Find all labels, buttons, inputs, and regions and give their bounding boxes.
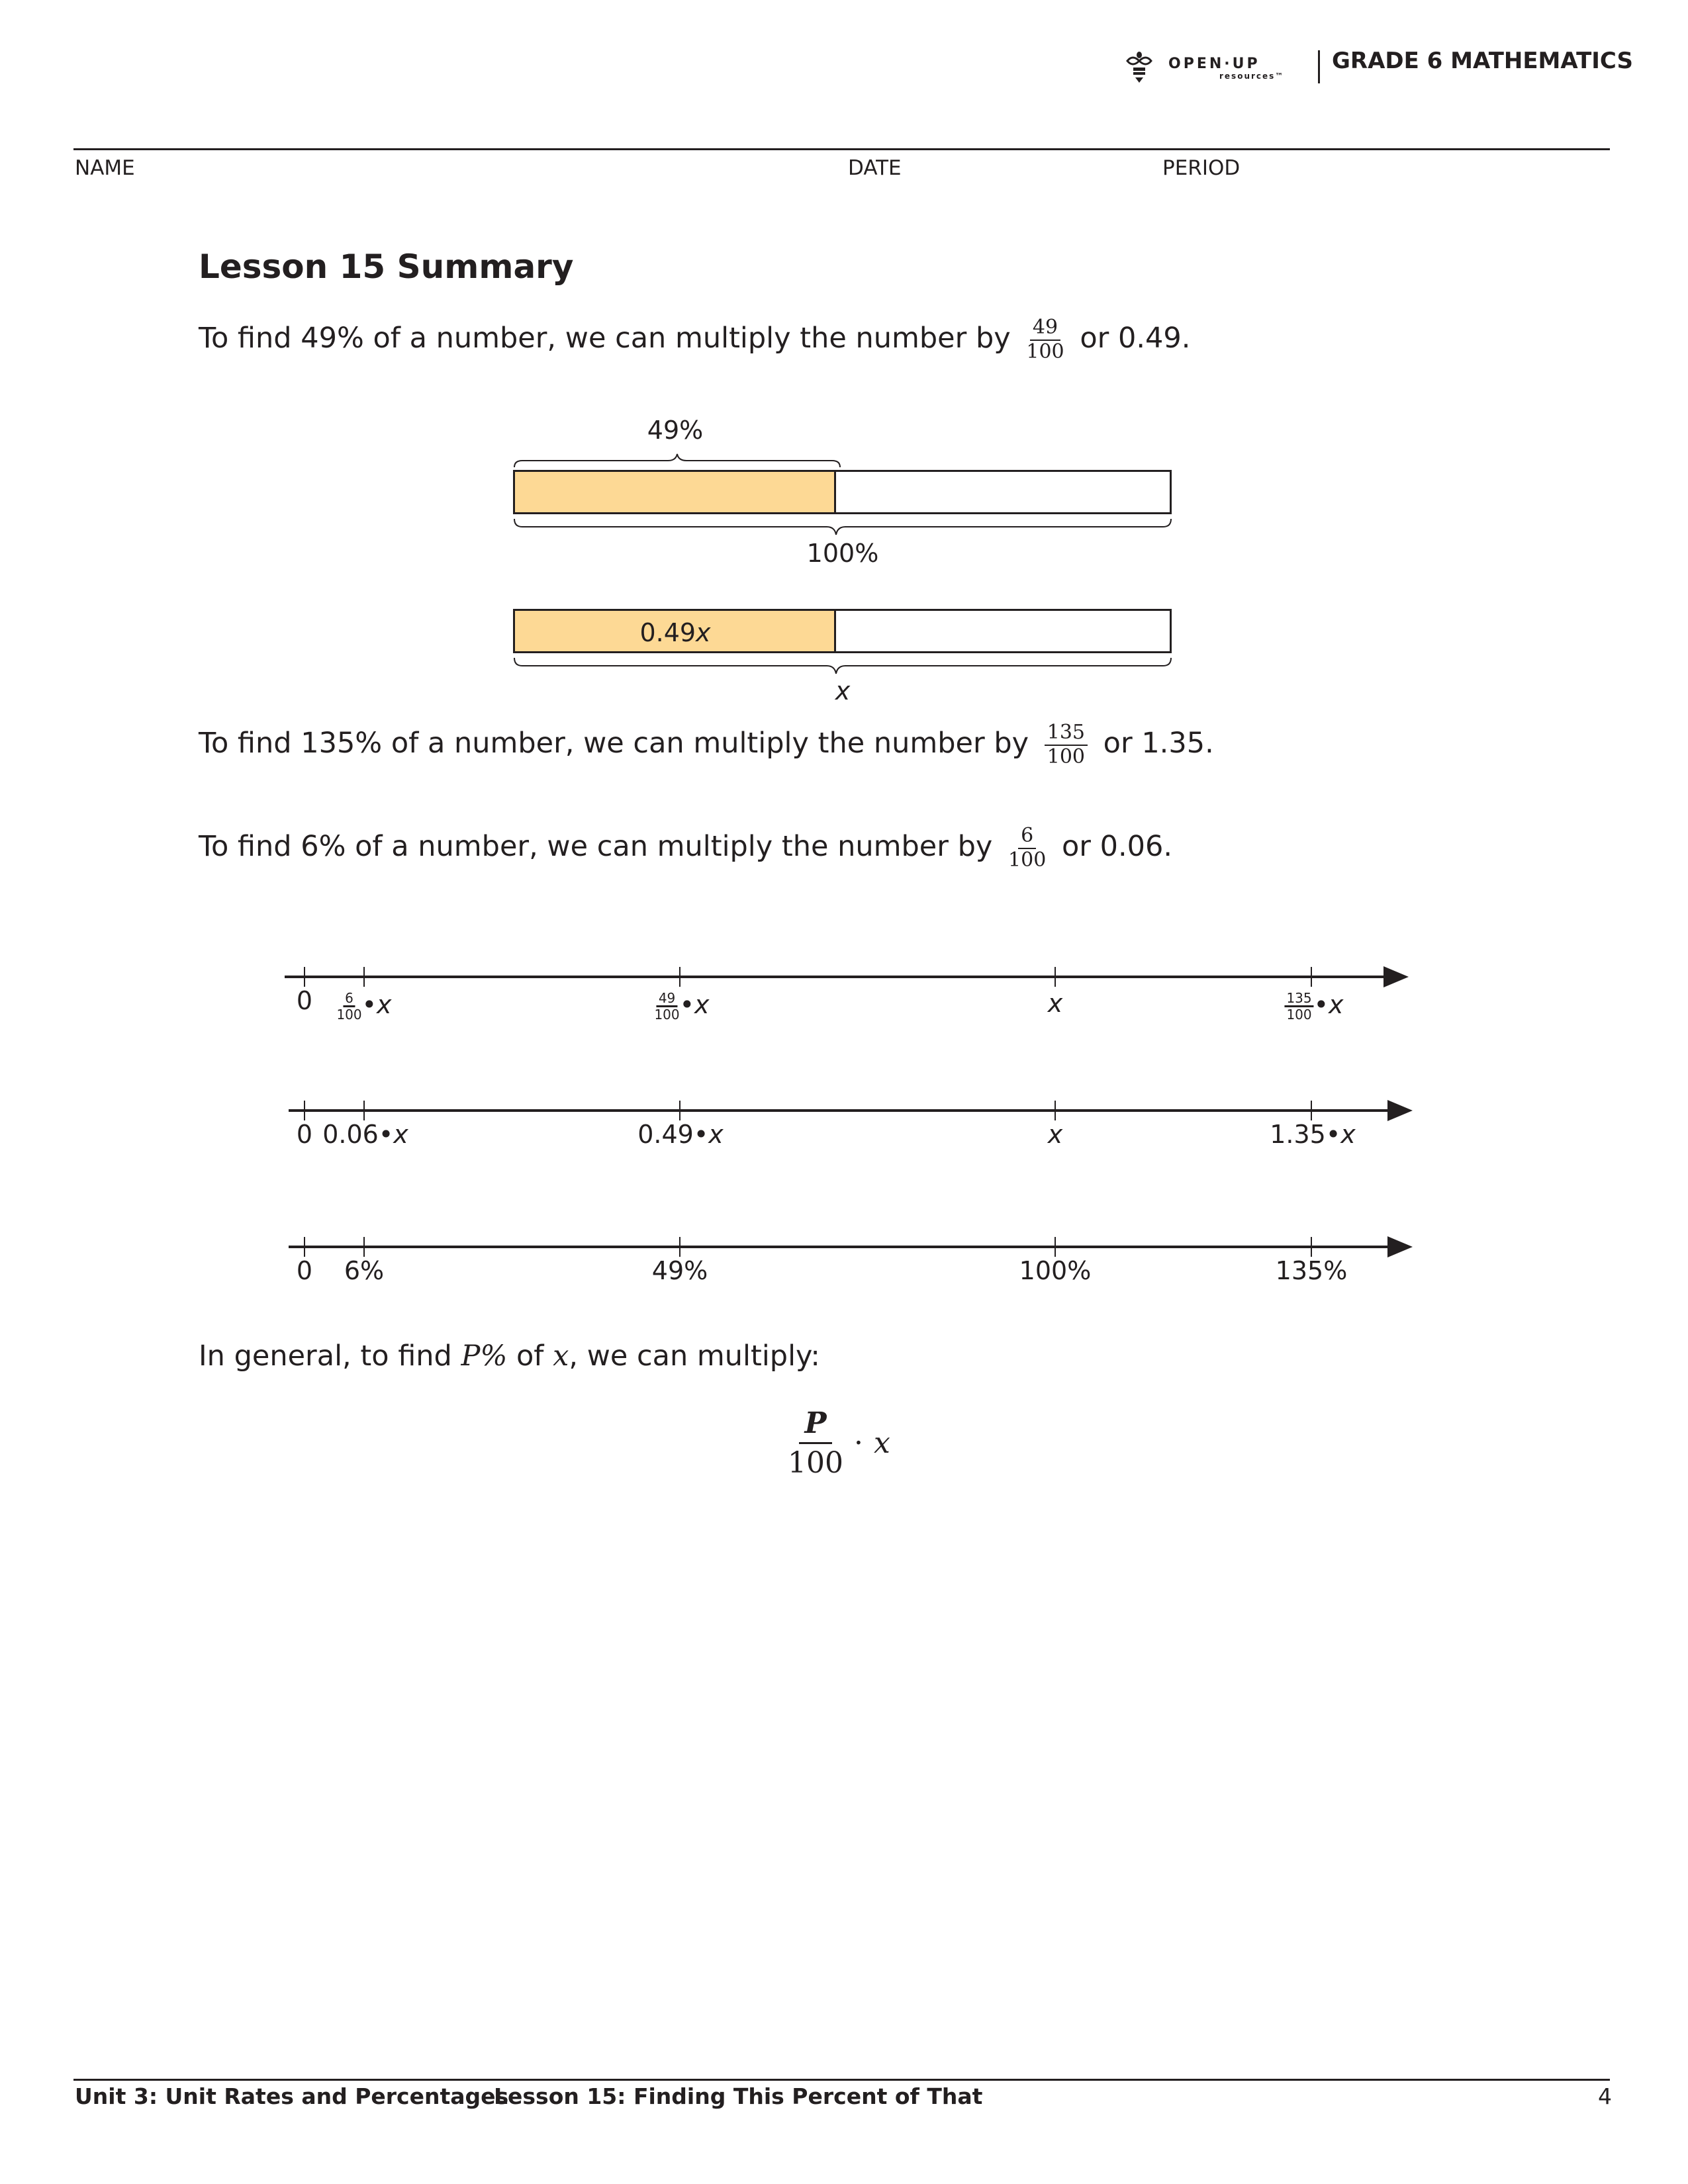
- tick-label-x: x: [1047, 1120, 1063, 1149]
- tick: [1311, 1237, 1312, 1257]
- label-tail: •x: [679, 990, 710, 1019]
- label-variable: x: [1340, 1120, 1356, 1149]
- tick: [363, 1237, 365, 1257]
- footer-unit: Unit 3: Unit Rates and Percentages: [75, 2083, 509, 2109]
- denominator: 100: [654, 1007, 680, 1023]
- tick-label-x: x: [1047, 989, 1063, 1018]
- tick: [679, 1237, 680, 1257]
- summary-line-6: [199, 825, 1172, 872]
- number-line-fractions: [285, 976, 1403, 978]
- tick-label-135-100x: [1284, 990, 1343, 1022]
- number-line-decimals: [289, 1109, 1407, 1112]
- label-number: 0.06•: [322, 1120, 394, 1149]
- tape-fill-label: [639, 618, 710, 647]
- denominator: 100: [1047, 745, 1085, 768]
- denominator: 100: [1026, 340, 1064, 363]
- brace-label-x: x: [835, 676, 851, 705]
- tick: [304, 1101, 305, 1120]
- brace-label-100: 100%: [806, 539, 879, 568]
- tick: [1055, 1101, 1056, 1120]
- top-rule: [73, 148, 1610, 150]
- label-tail: •x: [1313, 990, 1344, 1019]
- tick-label-zero: 0: [296, 986, 313, 1015]
- tick-label-zero: 0: [296, 1120, 313, 1149]
- number-line-percents: [289, 1246, 1407, 1248]
- tape-fill: [515, 472, 836, 512]
- tick: [1311, 967, 1312, 987]
- line-text: or 0.49.: [1080, 322, 1191, 355]
- text: , we can multiply:: [569, 1340, 820, 1373]
- label-number: 0.49•: [637, 1120, 709, 1149]
- line-text: To find 135% of a number, we can multiply the number by: [199, 727, 1029, 760]
- text: of: [516, 1340, 544, 1373]
- numerator: 49: [657, 991, 677, 1007]
- line-text: or 1.35.: [1103, 727, 1214, 760]
- logo-subtext: resources™: [1219, 71, 1285, 81]
- tick-label-135pct: 135%: [1275, 1256, 1348, 1285]
- tape-diagram-percent: [513, 470, 1172, 514]
- denominator: 100: [1008, 848, 1047, 872]
- label-variable: x: [393, 1120, 408, 1149]
- tick-label-6-100x: [336, 990, 391, 1022]
- fraction: [1008, 825, 1046, 872]
- denominator: 100: [788, 1446, 843, 1480]
- numerator: 135: [1284, 991, 1313, 1007]
- footer-rule: [73, 2079, 1610, 2081]
- denominator: 100: [1286, 1007, 1312, 1023]
- brace-bottom-x: [513, 657, 1174, 676]
- label-variable: x: [708, 1120, 724, 1149]
- variable-x: x: [553, 1340, 569, 1373]
- numerator: 6: [1018, 825, 1036, 849]
- tick-label-1.35x: [1270, 1120, 1356, 1149]
- footer-lesson: Lesson 15: Finding This Percent of That: [494, 2083, 983, 2109]
- name-label: NAME: [75, 156, 135, 180]
- formula-fraction: [788, 1404, 843, 1482]
- tick: [679, 967, 680, 987]
- brace-top: [513, 453, 844, 469]
- label-tail: •x: [361, 990, 392, 1019]
- tick: [363, 1101, 365, 1120]
- tick: [304, 1237, 305, 1257]
- line-text: To find 49% of a number, we can multiply the number by: [199, 322, 1011, 355]
- denominator: 100: [336, 1007, 362, 1023]
- tick-label-6pct: 6%: [344, 1256, 385, 1285]
- fraction: [1045, 721, 1088, 768]
- date-label: DATE: [848, 156, 902, 180]
- numerator: P: [799, 1404, 831, 1444]
- label-variable: x: [696, 618, 711, 647]
- tick-label-49pct: 49%: [651, 1256, 708, 1285]
- tick-label-0.49x: [637, 1120, 724, 1149]
- open-up-logo-icon: [1123, 52, 1163, 85]
- tick: [1311, 1101, 1312, 1120]
- tape-diagram-value: [513, 609, 1172, 653]
- tick: [679, 1101, 680, 1120]
- course-title: GRADE 6 MATHEMATICS: [1332, 48, 1633, 74]
- line-text: or 0.06.: [1061, 830, 1173, 863]
- variable-x: x: [873, 1426, 890, 1461]
- tick: [1055, 967, 1056, 987]
- line-text: To find 6% of a number, we can multiply the number by: [199, 830, 993, 863]
- summary-line-135: [199, 721, 1214, 768]
- brace-bottom: [513, 518, 1174, 537]
- tick: [304, 967, 305, 987]
- page-title: Lesson 15 Summary: [199, 248, 574, 286]
- text: In general, to find: [199, 1340, 452, 1373]
- brace-label-49: 49%: [647, 416, 704, 445]
- tick-label-0.06x: [322, 1120, 408, 1149]
- numerator: 135: [1045, 721, 1088, 746]
- fraction: [1026, 316, 1064, 363]
- multiply-dot: ·: [853, 1426, 863, 1461]
- tick-label-100pct: 100%: [1019, 1256, 1092, 1285]
- period-label: PERIOD: [1162, 156, 1241, 180]
- summary-line-49: [199, 316, 1190, 363]
- general-formula: [788, 1404, 890, 1482]
- tick: [363, 967, 365, 987]
- page-number: 4: [1598, 2083, 1612, 2109]
- logo-text: OPEN·UP: [1168, 56, 1260, 72]
- tick-label-zero: 0: [296, 1256, 313, 1285]
- header-divider: [1318, 50, 1320, 83]
- numerator: 49: [1030, 316, 1060, 341]
- label-number: 1.35•: [1270, 1120, 1341, 1149]
- label-number: 0.49: [639, 618, 696, 647]
- tick: [1055, 1237, 1056, 1257]
- variable-p: P%: [461, 1340, 508, 1373]
- tick-label-49-100x: [654, 990, 709, 1022]
- numerator: 6: [343, 991, 355, 1007]
- general-rule-text: [199, 1340, 820, 1373]
